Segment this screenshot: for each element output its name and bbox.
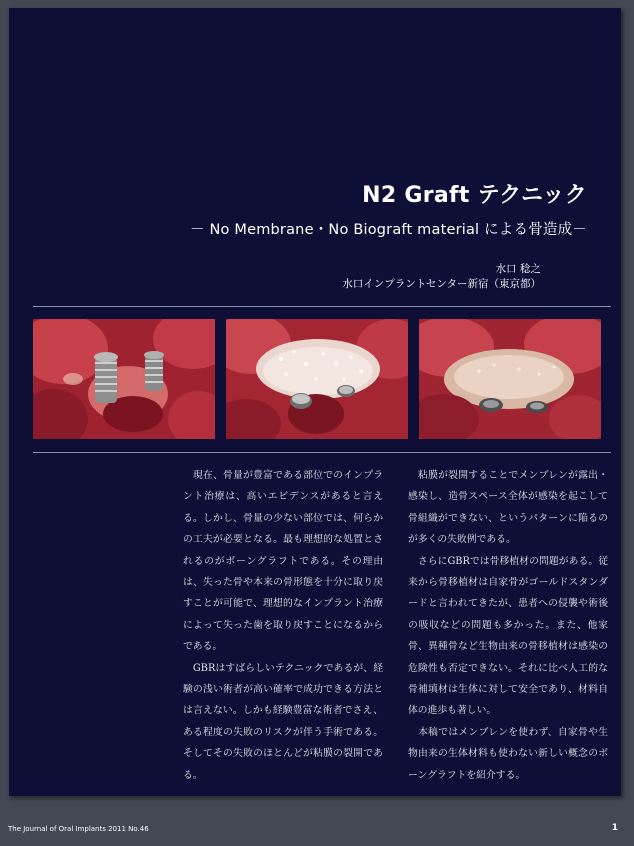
top-divider — [33, 306, 611, 307]
page-number: 1 — [611, 823, 618, 833]
author-affiliation: 水口インプラントセンター新宿（東京都） — [342, 278, 541, 290]
body-text-right-column: 粘膜が裂開することでメンブレンが露出・感染し、造骨スペース全体が感染を起こして骨組織ができない、というパターンに陥るのが多くの失敗例である。 さらにGBRでは骨移植材の問題がある。従来から骨移植材は自家骨がゴールドスタンダードと言われてきたが、患者への侵襲や術後の吸収などの問題も多かった。また、他家骨、異種骨など生物由来の骨移植材は感染の危険性も否定できない。それに比べ人工的な骨補填材は生体に対して安全であり、材料自体の進歩も著しい。 本稿ではメンブレンを使わず、自家骨や生物由来の生体材料も使わない新しい概念のボーングラフトを紹介する。 — [408, 470, 608, 781]
article-subtitle: － No Membrane・No Biograft material による骨造成－ — [189, 222, 587, 238]
body-text-left-column: 現在、骨量が豊富である部位でのインプラント治療は、高いエビデンスがあると言える。しかし、骨量の少ない部位では、何らかの工夫が必要となる。最も理想的な処置とされるのがボーングラフトである。その理由は、失った骨や本来の骨形態を十分に取り戻すことが可能で、理想的なインプラント治療によって失った歯を取り戻すことになるからである。 GBRはすばらしいテクニックであるが、経験の浅い術者が高い確率で成功できる方法とは言えない。しかも経験豊富な術者でさえ、ある程度の失敗のリスクが伴う手術である。そしてその失敗のほとんどが粘膜の裂開である。 — [183, 470, 383, 781]
implants-exposed-photo — [33, 319, 215, 439]
author-name: 水口 稔之 — [495, 263, 541, 275]
article-panel — [9, 8, 621, 796]
graft-applied-photo — [226, 319, 408, 439]
bottom-divider — [33, 452, 611, 453]
journal-footer: The Journal of Oral Implants 2011 No.46 — [8, 825, 149, 833]
graft-healed-photo — [419, 319, 601, 439]
article-title: N2 Graft テクニック — [362, 183, 587, 208]
